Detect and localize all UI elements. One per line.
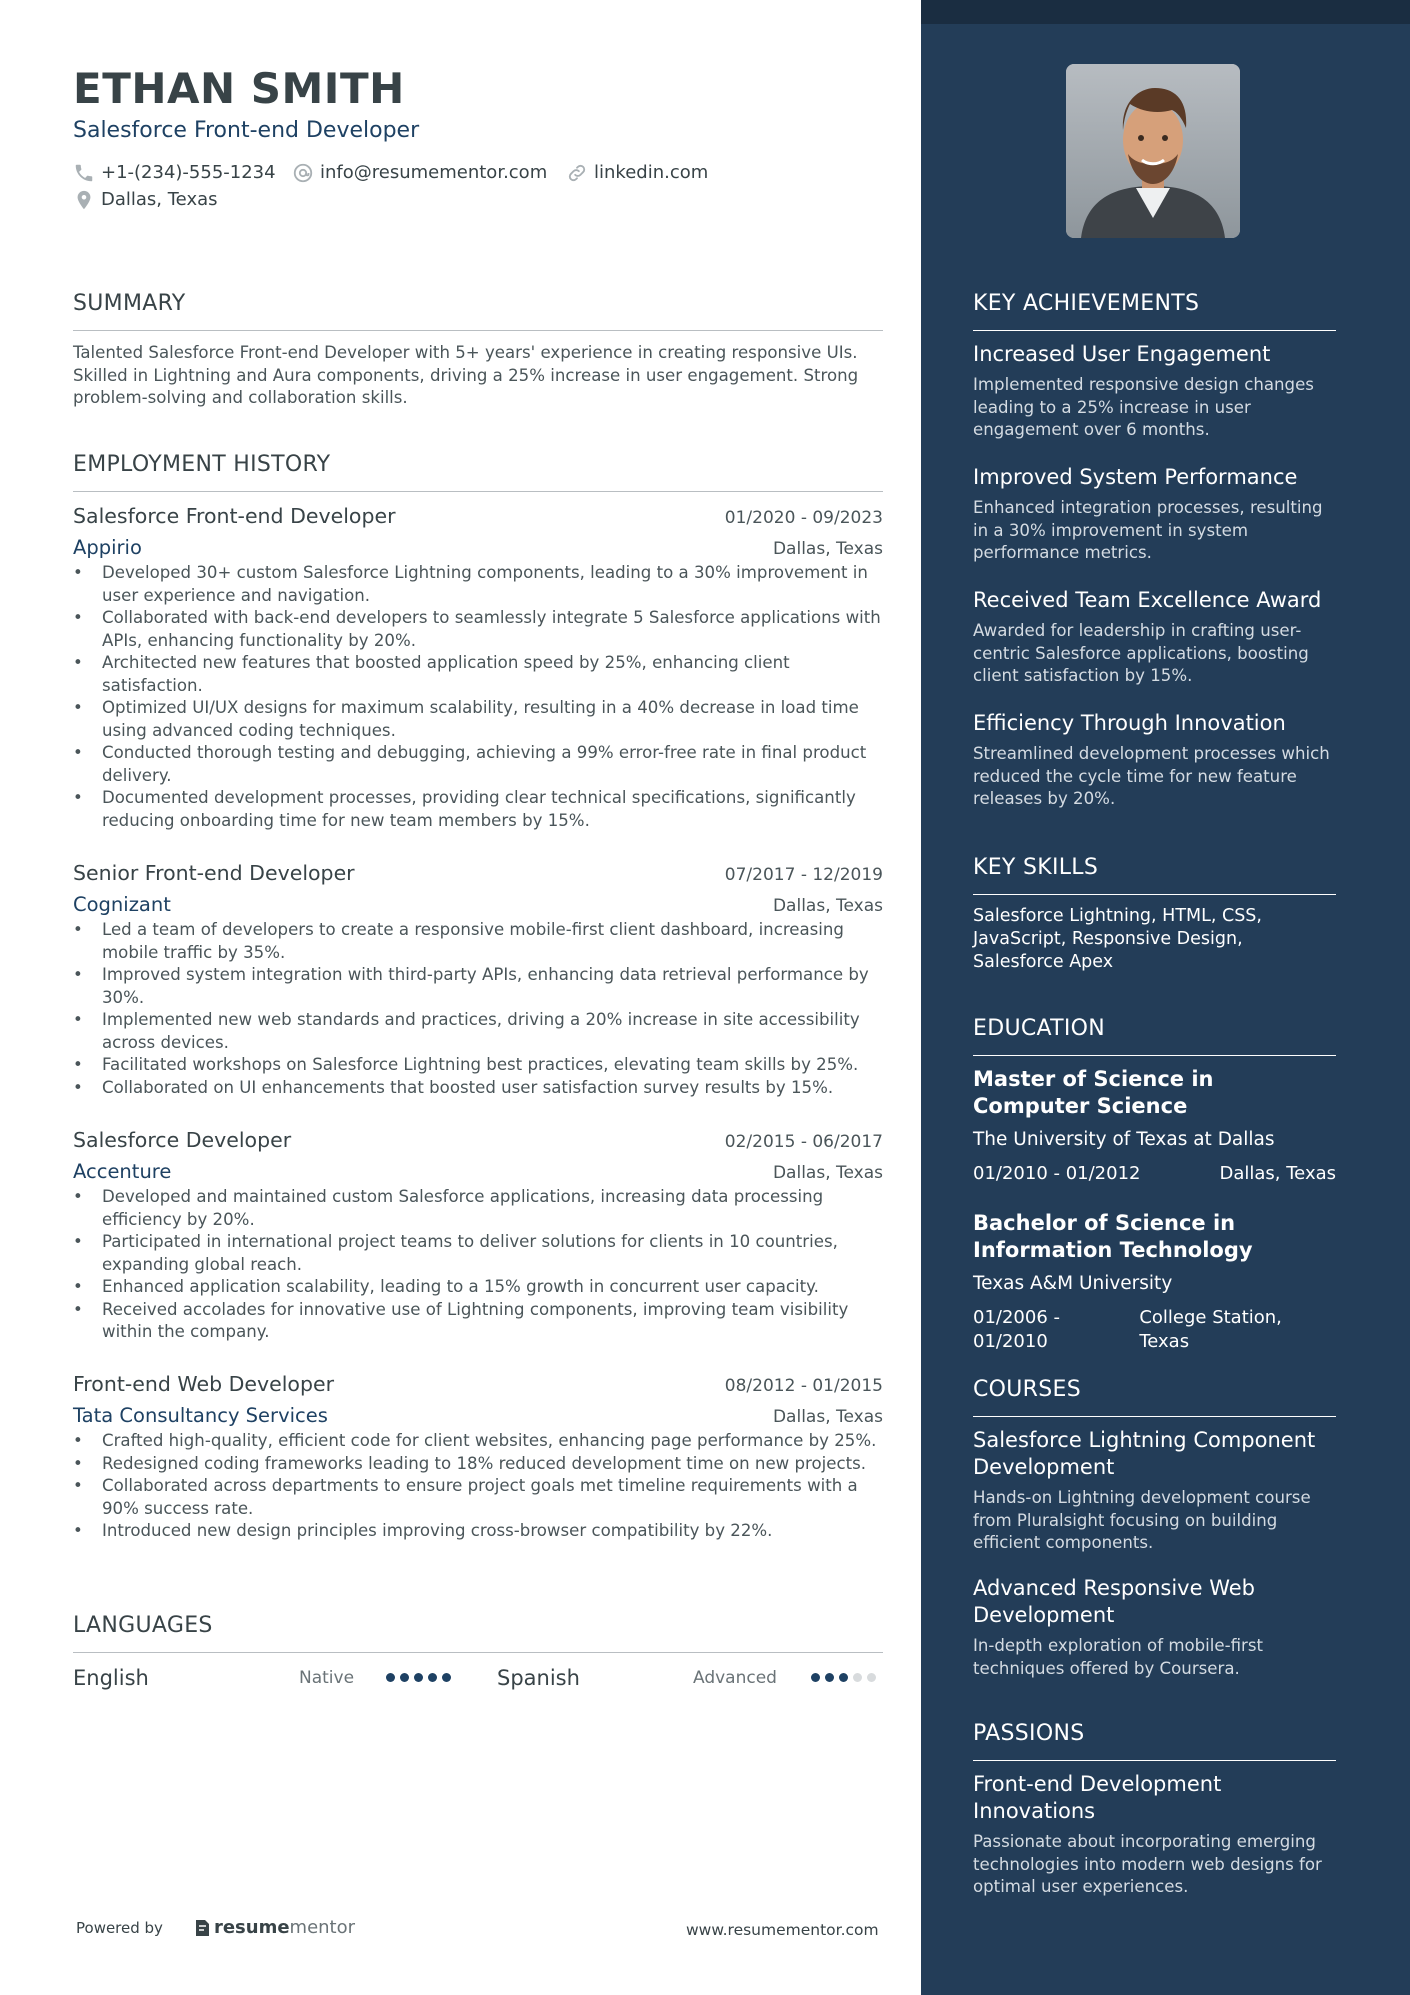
language-name: English: [73, 1666, 149, 1690]
achievement-item: [973, 341, 1336, 442]
job-bullet: • Optimized UI/UX designs for maximum scalability, resulting in a 40% decrease in load time using advanced coding techniques.: [73, 697, 883, 742]
achievement-item: [973, 710, 1336, 811]
education-dates: 01/2010 - 01/2012: [973, 1163, 1141, 1184]
job-entry: [73, 502, 883, 832]
achievement-title: Improved System Performance: [973, 465, 1298, 489]
job-entry: [73, 1126, 883, 1344]
rating-dot-filled: [414, 1673, 423, 1682]
candidate-name: ETHAN SMITH: [73, 64, 405, 113]
job-company: Tata Consultancy Services: [73, 1404, 328, 1427]
achievement-title: Efficiency Through Innovation: [973, 711, 1286, 735]
job-company: Appirio: [73, 536, 142, 559]
email-text: info@resumementor.com: [320, 162, 548, 183]
job-location: Dallas, Texas: [772, 1407, 883, 1427]
brand-name-bold: resume: [213, 1917, 290, 1938]
course-text: In-depth exploration of mobile-first techniques offered by Coursera.: [973, 1636, 1264, 1678]
rating-dot-filled: [428, 1673, 437, 1682]
sidebar-top-band: [921, 0, 1410, 24]
education-item: [973, 1210, 1336, 1354]
rating-dot-filled: [400, 1673, 409, 1682]
education-location: College Station, Texas: [1139, 1307, 1282, 1352]
profile-photo: [1066, 64, 1240, 238]
job-title: Salesforce Front-end Developer: [73, 504, 396, 528]
phone-icon: [73, 162, 95, 184]
job-bullets: [73, 562, 883, 832]
job-bullet: • Enhanced application scalability, leading to a 15% growth in concurrent user capacity.: [73, 1276, 883, 1299]
contact-location: [73, 188, 218, 212]
linkedin-text: linkedin.com: [594, 162, 709, 183]
education-heading: EDUCATION: [973, 1015, 1336, 1056]
achievement-item: [973, 587, 1336, 688]
link-icon: [566, 162, 588, 184]
job-company: Cognizant: [73, 893, 171, 916]
job-dates: 01/2020 - 09/2023: [724, 508, 883, 528]
language-level: Advanced: [693, 1668, 777, 1688]
job-bullet: • Received accolades for innovative use of Lightning components, improving team visibility within the company.: [73, 1299, 883, 1344]
at-icon: [292, 162, 314, 184]
education-degree: Bachelor of Science in Information Technology: [973, 1211, 1253, 1262]
employment-heading: EMPLOYMENT HISTORY: [73, 451, 883, 492]
contact-phone[interactable]: [73, 161, 276, 185]
job-location: Dallas, Texas: [772, 1163, 883, 1183]
course-text: Hands-on Lightning development course from Pluralsight focusing on building efficient components.: [973, 1488, 1311, 1552]
job-dates: 02/2015 - 06/2017: [724, 1132, 883, 1152]
job-company: Accenture: [73, 1160, 172, 1183]
education-school: Texas A&M University: [973, 1273, 1173, 1294]
language-rating: [386, 1673, 451, 1682]
contact-email[interactable]: [292, 161, 547, 185]
job-title: Front-end Web Developer: [73, 1372, 335, 1396]
education-degree: Master of Science in Computer Science: [973, 1067, 1214, 1118]
achievement-title: Received Team Excellence Award: [973, 588, 1322, 612]
passions-heading: PASSIONS: [973, 1720, 1336, 1761]
rating-dot-filled: [839, 1673, 848, 1682]
job-bullet: • Developed 30+ custom Salesforce Lightning components, leading to a 30% improvement in user experience and navigation.: [73, 562, 883, 607]
rating-dot-empty: [853, 1673, 862, 1682]
achievement-item: [973, 464, 1336, 565]
passion-title: Front-end Development Innovations: [973, 1772, 1222, 1823]
language-rating: [811, 1673, 876, 1682]
contact-linkedin[interactable]: [566, 161, 708, 185]
job-bullets: [73, 1430, 883, 1543]
job-bullet: • Developed and maintained custom Salesforce applications, increasing data processing efficiency by 20%.: [73, 1186, 883, 1231]
education-school: The University of Texas at Dallas: [973, 1129, 1275, 1150]
job-bullet: • Participated in international project teams to deliver solutions for clients in 10 countries, expanding global reach.: [73, 1231, 883, 1276]
rating-dot-filled: [825, 1673, 834, 1682]
education-dates: 01/2006 - 01/2010: [973, 1307, 1060, 1352]
job-title: Salesforce Developer: [73, 1128, 292, 1152]
job-bullet: • Documented development processes, providing clear technical specifications, significantly reducing onboarding time for new team members by 15%.: [73, 787, 883, 832]
skills-heading: KEY SKILLS: [973, 854, 1336, 895]
powered-by-label: Powered by: [76, 1919, 163, 1937]
job-dates: 07/2017 - 12/2019: [724, 865, 883, 885]
languages-row: [73, 1664, 883, 1694]
job-location: Dallas, Texas: [772, 896, 883, 916]
courses-heading: COURSES: [973, 1376, 1336, 1417]
achievement-text: Enhanced integration processes, resulting in a 30% improvement in system performance metrics.: [973, 498, 1323, 562]
location-text: Dallas, Texas: [101, 189, 218, 210]
achievement-text: Awarded for leadership in crafting user-centric Salesforce applications, boosting client satisfaction by 15%.: [973, 621, 1309, 685]
language-level: Native: [299, 1668, 355, 1688]
rating-dot-empty: [867, 1673, 876, 1682]
job-bullet: • Collaborated on UI enhancements that boosted user satisfaction survey results by 15%.: [73, 1077, 883, 1100]
brand-mark-icon: [193, 1918, 211, 1938]
rating-dot-filled: [811, 1673, 820, 1682]
education-item: [973, 1066, 1336, 1186]
achievement-text: Implemented responsive design changes leading to a 25% increase in user engagement over 6 months.: [973, 375, 1314, 439]
education-location: Dallas, Texas: [1219, 1163, 1336, 1184]
job-bullets: [73, 1186, 883, 1344]
brand-logo[interactable]: [193, 1918, 355, 1938]
skills-text: Salesforce Lightning, HTML, CSS, JavaScript, Responsive Design, Salesforce Apex: [973, 906, 1262, 972]
summary-heading: SUMMARY: [73, 290, 883, 331]
job-bullet: • Architected new features that boosted application speed by 25%, enhancing client satisfaction.: [73, 652, 883, 697]
job-bullets: [73, 919, 883, 1099]
job-dates: 08/2012 - 01/2015: [724, 1376, 883, 1396]
job-title: Senior Front-end Developer: [73, 861, 355, 885]
achievements-heading: KEY ACHIEVEMENTS: [973, 290, 1336, 331]
footer-website[interactable]: www.resumementor.com: [686, 1921, 879, 1939]
location-pin-icon: [73, 189, 95, 211]
achievement-title: Increased User Engagement: [973, 342, 1271, 366]
phone-text: +1-(234)-555-1234: [101, 162, 276, 183]
passion-text: Passionate about incorporating emerging technologies into modern web designs for optimal user experiences.: [973, 1832, 1322, 1896]
job-entry: [73, 859, 883, 1099]
languages-heading: LANGUAGES: [73, 1612, 883, 1653]
powered-by: [76, 1918, 355, 1938]
profile-photo-image: [1066, 64, 1240, 238]
job-bullet: • Collaborated with back-end developers to seamlessly integrate 5 Salesforce applications with APIs, enhancing functionality by 20%.: [73, 607, 883, 652]
job-bullet: • Improved system integration with third-party APIs, enhancing data retrieval performance by 30%.: [73, 964, 883, 1009]
candidate-title: Salesforce Front-end Developer: [73, 118, 420, 143]
course-item: [973, 1575, 1336, 1680]
job-bullet: • Conducted thorough testing and debugging, achieving a 99% error-free rate in final product delivery.: [73, 742, 883, 787]
job-bullet: • Collaborated across departments to ensure project goals met timeline requirements with a 90% success rate.: [73, 1475, 883, 1520]
job-bullet: • Facilitated workshops on Salesforce Lightning best practices, elevating team skills by 25%.: [73, 1054, 883, 1077]
job-location: Dallas, Texas: [772, 539, 883, 559]
job-bullet: • Crafted high-quality, efficient code for client websites, enhancing page performance by 25%.: [73, 1430, 883, 1453]
achievement-text: Streamlined development processes which reduced the cycle time for new feature releases by 20%.: [973, 744, 1330, 808]
brand-name-light: mentor: [289, 1917, 356, 1938]
course-title: Advanced Responsive Web Development: [973, 1576, 1255, 1627]
rating-dot-filled: [386, 1673, 395, 1682]
course-title: Salesforce Lightning Component Development: [973, 1428, 1316, 1479]
job-bullet: • Introduced new design principles improving cross-browser compatibility by 22%.: [73, 1520, 883, 1543]
job-bullet: • Redesigned coding frameworks leading to 18% reduced development time on new projects.: [73, 1453, 883, 1476]
course-item: [973, 1427, 1336, 1555]
job-entry: [73, 1370, 883, 1543]
passion-item: [973, 1771, 1336, 1899]
language-name: Spanish: [497, 1666, 580, 1690]
job-bullet: • Implemented new web standards and practices, driving a 20% increase in site accessibility across devices.: [73, 1009, 883, 1054]
job-bullet: • Led a team of developers to create a responsive mobile-first client dashboard, increasing mobile traffic by 35%.: [73, 919, 883, 964]
summary-text: Talented Salesforce Front-end Developer with 5+ years' experience in creating responsive UIs. Skilled in Lightning and Aura components, driving a 25% increase in user engagement. Strong problem-solving and collaboration skills.: [73, 343, 859, 407]
rating-dot-filled: [442, 1673, 451, 1682]
